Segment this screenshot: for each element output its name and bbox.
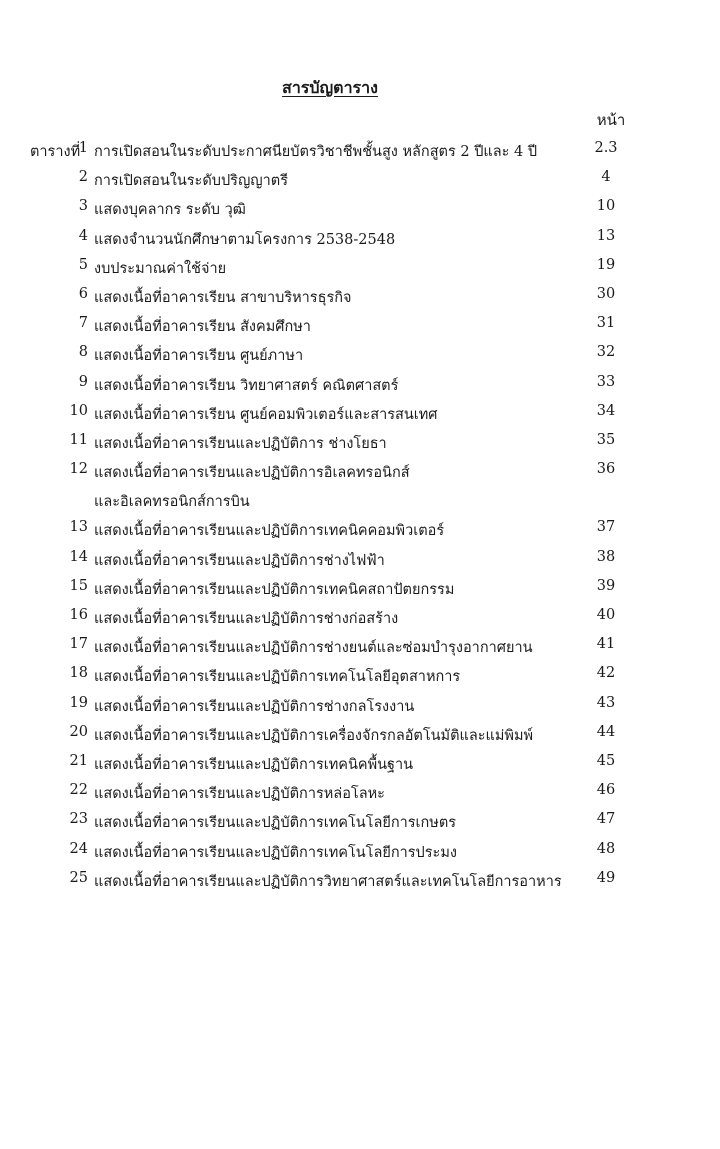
table-number: 5	[78, 256, 88, 273]
list-item	[0, 519, 720, 548]
list-item	[0, 665, 720, 694]
table-number: 19	[69, 694, 88, 711]
page-number: 37	[596, 519, 616, 536]
table-number: 11	[69, 431, 88, 448]
page-number: 31	[596, 315, 616, 332]
list-item	[0, 870, 720, 899]
list-item	[0, 549, 720, 578]
page-number: 36	[596, 461, 616, 478]
page-number: 35	[596, 431, 616, 448]
table-number: 14	[69, 548, 88, 565]
table-number: 20	[69, 723, 88, 740]
list-item	[0, 257, 720, 286]
page-number: 10	[596, 198, 616, 215]
table-number: 25	[69, 869, 88, 886]
table-number: 13	[69, 519, 88, 536]
table-caption: งบประมาณค่าใช้จ่าย	[94, 260, 227, 277]
page-number: 45	[596, 752, 616, 769]
page-number: 44	[596, 723, 616, 740]
list-item	[0, 403, 720, 432]
list-item	[0, 841, 720, 870]
table-caption: แสดงเนื้อที่อาคารเรียนและปฏิบัติการเทคนิคสถาปัตยกรรม	[94, 581, 455, 598]
table-number: 24	[69, 840, 88, 857]
page-number: 48	[596, 840, 616, 857]
page-number: 49	[596, 869, 616, 886]
table-caption: แสดงเนื้อที่อาคารเรียนและปฏิบัติการหล่อโลหะ	[94, 786, 385, 803]
table-caption: แสดงเนื้อที่อาคารเรียนและปฏิบัติการเทคนิคคอมพิวเตอร์	[94, 523, 445, 540]
page-column-header: หน้า	[596, 111, 626, 129]
table-number: 4	[78, 227, 88, 244]
table-caption: แสดงเนื้อที่อาคารเรียนและปฏิบัติการอิเลคทรอนิกส์	[94, 465, 410, 482]
table-caption: แสดงเนื้อที่อาคารเรียน วิทยาศาสตร์ คณิตศาสตร์	[94, 377, 399, 394]
table-number: 9	[78, 373, 88, 390]
table-number: 15	[69, 577, 88, 594]
page-number: 42	[596, 665, 616, 682]
table-of-tables-list	[0, 140, 720, 899]
table-number: 7	[78, 315, 88, 332]
list-item	[0, 724, 720, 753]
table-caption: แสดงเนื้อที่อาคารเรียน สังคมศึกษา	[94, 319, 311, 336]
page-number: 19	[596, 256, 616, 273]
list-item	[0, 782, 720, 811]
table-caption: การเปิดสอนในระดับประกาศนียบัตรวิชาชีพชั้นสูง หลักสูตร 2 ปีและ 4 ปี	[94, 144, 538, 160]
table-caption: การเปิดสอนในระดับปริญญาตรี	[94, 173, 288, 190]
table-number: 8	[78, 344, 88, 361]
page-number: 38	[596, 548, 616, 565]
table-caption: แสดงเนื้อที่อาคารเรียน ศูนย์ภาษา	[94, 348, 304, 365]
page-number: 30	[596, 285, 616, 302]
table-number: 12	[69, 461, 88, 478]
table-caption: แสดงเนื้อที่อาคารเรียนและปฏิบัติการเครื่องจักรกลอัตโนมัติและแม่พิมพ์	[94, 727, 534, 744]
table-caption: แสดงจำนวนนักศึกษาตามโครงการ 2538-2548	[94, 231, 396, 248]
table-number: 17	[69, 636, 88, 653]
page-number: 43	[596, 694, 616, 711]
table-caption: แสดงเนื้อที่อาคารเรียนและปฏิบัติการช่างยนต์และซ่อมบำรุงอากาศยาน	[94, 640, 533, 657]
page-number: 47	[596, 811, 616, 828]
table-caption: แสดงเนื้อที่อาคารเรียน ศูนย์คอมพิวเตอร์และสารสนเทศ	[94, 406, 438, 423]
table-caption-continuation: และอิเลคทรอนิกส์การบิน	[94, 494, 250, 511]
page-number: 32	[596, 344, 616, 361]
list-item	[0, 461, 720, 490]
table-number: 18	[69, 665, 88, 682]
table-caption: แสดงบุคลากร ระดับ วุฒิ	[94, 202, 246, 219]
table-number: 6	[78, 285, 88, 302]
table-number: 16	[69, 607, 88, 623]
table-caption: แสดงเนื้อที่อาคารเรียนและปฏิบัติการเทคโนโลยีการประมง	[94, 844, 457, 861]
list-item	[0, 344, 720, 373]
list-item	[0, 607, 720, 636]
table-number: 1	[78, 140, 88, 156]
page-number: 4	[601, 169, 611, 186]
page-number: 13	[596, 227, 616, 244]
list-item	[0, 374, 720, 403]
table-prefix-label: ตารางที่	[30, 144, 81, 160]
table-caption: แสดงเนื้อที่อาคารเรียนและปฏิบัติการเทคนิคพื้นฐาน	[94, 756, 414, 773]
list-item-continuation	[0, 490, 720, 519]
list-item	[0, 695, 720, 724]
list-item	[0, 578, 720, 607]
page-number: 2.3	[594, 140, 618, 156]
page-number: 40	[596, 607, 616, 623]
table-number: 10	[69, 402, 88, 419]
page-number: 39	[596, 577, 616, 594]
table-caption: แสดงเนื้อที่อาคารเรียนและปฏิบัติการเทคโนโลยีอุตสาหการ	[94, 669, 461, 686]
page-number: 41	[596, 636, 616, 653]
page-number: 33	[596, 373, 616, 390]
table-number: 23	[69, 811, 88, 828]
table-caption: แสดงเนื้อที่อาคารเรียนและปฏิบัติการวิทยาศาสตร์และเทคโนโลยีการอาหาร	[94, 873, 562, 890]
list-item	[0, 228, 720, 257]
list-item	[0, 140, 720, 169]
table-number: 22	[69, 782, 88, 799]
list-item	[0, 198, 720, 227]
list-item	[0, 636, 720, 665]
list-item	[0, 169, 720, 198]
list-item	[0, 286, 720, 315]
table-caption: แสดงเนื้อที่อาคารเรียนและปฏิบัติการ ช่างโยธา	[94, 435, 387, 452]
list-item	[0, 315, 720, 344]
table-caption: แสดงเนื้อที่อาคารเรียนและปฏิบัติการช่างกลโรงงาน	[94, 698, 415, 715]
table-caption: แสดงเนื้อที่อาคารเรียน สาขาบริหารธุรกิจ	[94, 289, 352, 306]
page-number: 46	[596, 782, 616, 799]
list-item	[0, 432, 720, 461]
table-caption: แสดงเนื้อที่อาคารเรียนและปฏิบัติการช่างไฟฟ้า	[94, 552, 385, 569]
table-number: 21	[69, 752, 88, 769]
table-caption: แสดงเนื้อที่อาคารเรียนและปฏิบัติการช่างก่อสร้าง	[94, 611, 399, 627]
page-title: สารบัญตาราง	[282, 78, 378, 97]
table-caption: แสดงเนื้อที่อาคารเรียนและปฏิบัติการเทคโนโลยีการเกษตร	[94, 815, 457, 832]
table-number: 3	[78, 198, 88, 215]
list-item	[0, 811, 720, 840]
list-item	[0, 753, 720, 782]
page-number: 34	[596, 402, 616, 419]
table-number: 2	[78, 169, 88, 186]
